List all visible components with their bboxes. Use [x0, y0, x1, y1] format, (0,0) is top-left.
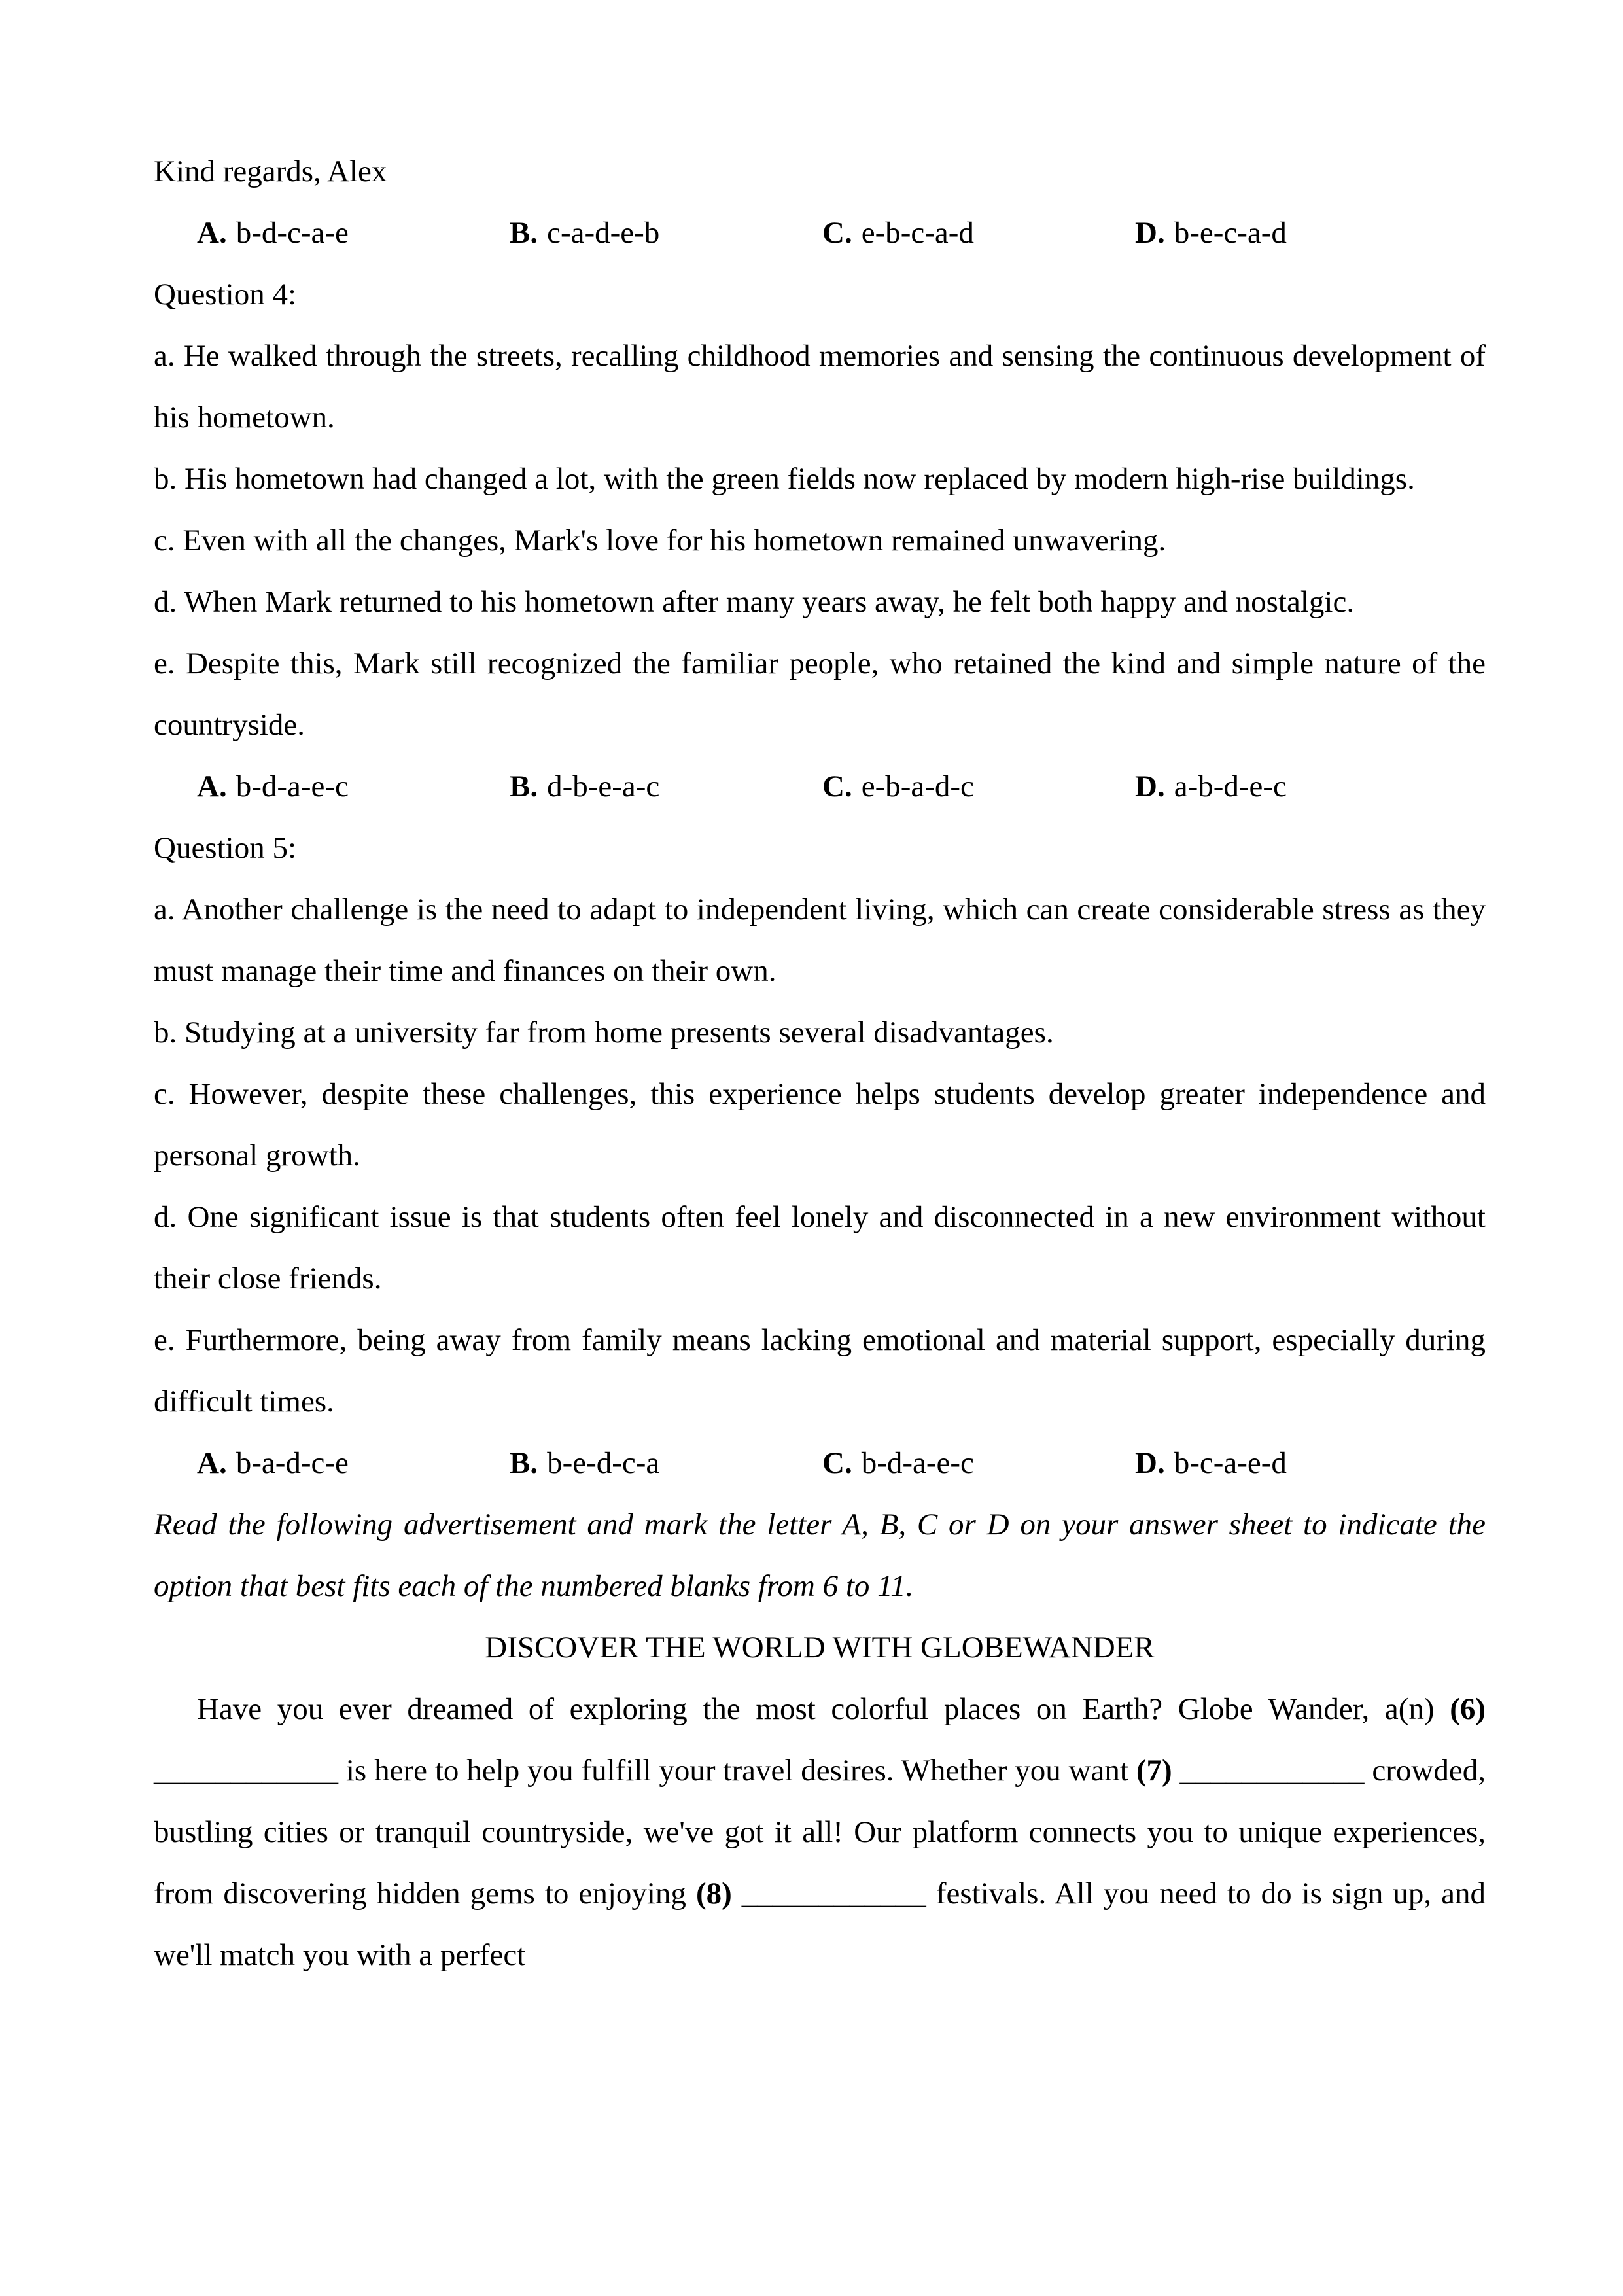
option-value: b-e-d-c-a [547, 1446, 660, 1480]
answer-option-c [822, 1432, 1135, 1494]
option-letter: B. [510, 1446, 538, 1480]
answer-options-row-q3 [154, 202, 1486, 264]
option-value: b-a-d-c-e [236, 1446, 349, 1480]
answer-option-d [1135, 1432, 1287, 1494]
option-value: d-b-e-a-c [547, 769, 660, 804]
question-4-item-b: b. His hometown had changed a lot, with the green fields now replaced by modern high-rise buildings. [154, 462, 1415, 496]
advertisement-title: DISCOVER THE WORLD WITH GLOBEWANDER [485, 1631, 1155, 1665]
option-value: a-b-d-e-c [1174, 769, 1287, 804]
answer-option-d [1135, 756, 1287, 817]
ad-text-segment: ____________ is here to help you fulfill your travel desires. Whether you want [154, 1754, 1136, 1788]
question-5-item-a: a. Another challenge is the need to adapt to independent living, which can create considerable stress as they must manage their time and finances on their own. [154, 892, 1486, 988]
option-letter: A. [197, 769, 227, 804]
section-instruction: Read the following advertisement and mark the letter A, B, C or D on your answer sheet to indicate the option that best fits each of the numbered blanks from 6 to 11. [154, 1508, 1486, 1603]
answer-option-a [197, 202, 510, 264]
option-value: b-d-a-e-c [861, 1446, 974, 1480]
question-5-item-d: d. One significant issue is that students often feel lonely and disconnected in a new environment without their close friends. [154, 1200, 1486, 1296]
answer-option-d [1135, 202, 1287, 264]
option-letter: A. [197, 216, 227, 250]
blank-number-6: (6) [1450, 1692, 1486, 1726]
question-5-item-c: c. However, despite these challenges, this experience helps students develop greater independence and personal growth. [154, 1077, 1486, 1173]
question-4-item-e: e. Despite this, Mark still recognized the familiar people, who retained the kind and simple nature of the countryside. [154, 646, 1486, 742]
question-5-heading: Question 5: [154, 831, 297, 865]
option-value: b-d-a-e-c [236, 769, 349, 804]
ad-text-segment: ____________ festivals. All you need to do is sign up, and we'll match you with a perfect [154, 1877, 1486, 1972]
option-letter: D. [1135, 216, 1165, 250]
option-letter: C. [822, 216, 852, 250]
option-value: e-b-c-a-d [861, 216, 974, 250]
answer-option-b [510, 202, 822, 264]
blank-number-8: (8) [695, 1877, 732, 1911]
option-letter: B. [510, 769, 538, 804]
answer-option-b [510, 756, 822, 817]
answer-option-c [822, 756, 1135, 817]
answer-option-c [822, 202, 1135, 264]
option-value: b-d-c-a-e [236, 216, 349, 250]
option-letter: B. [510, 216, 538, 250]
blank-number-7: (7) [1136, 1754, 1172, 1788]
option-letter: C. [822, 1446, 852, 1480]
question-5-item-b: b. Studying at a university far from home presents several disadvantages. [154, 1016, 1054, 1050]
option-letter: D. [1135, 1446, 1165, 1480]
ad-text-segment: Have you ever dreamed of exploring the most colorful places on Earth? Globe Wander, a(n) [197, 1692, 1450, 1726]
advertisement-paragraph [154, 1678, 1486, 1986]
question-5-item-e: e. Furthermore, being away from family means lacking emotional and material support, especially during difficult times. [154, 1323, 1486, 1419]
question-4-item-d: d. When Mark returned to his hometown after many years away, he felt both happy and nostalgic. [154, 585, 1355, 619]
option-letter: C. [822, 769, 852, 804]
question-4-heading: Question 4: [154, 277, 297, 311]
question-4-item-c: c. Even with all the changes, Mark's love for his hometown remained unwavering. [154, 523, 1166, 557]
answer-option-a [197, 756, 510, 817]
ad-text-segment: ____________ crowded, bustling cities or tranquil countryside, we've got it all! Our platform connects you to unique experiences, from discovering hidden gems to enjoying [154, 1754, 1486, 1911]
option-value: b-c-a-e-d [1174, 1446, 1287, 1480]
answer-options-row-q4 [154, 756, 1486, 817]
option-value: b-e-c-a-d [1174, 216, 1287, 250]
question-4-item-a: a. He walked through the streets, recalling childhood memories and sensing the continuous development of his hometown. [154, 339, 1486, 434]
option-value: e-b-a-d-c [861, 769, 974, 804]
option-letter: A. [197, 1446, 227, 1480]
answer-option-b [510, 1432, 822, 1494]
option-value: c-a-d-e-b [547, 216, 660, 250]
answer-options-row-q5 [154, 1432, 1486, 1494]
closing-line: Kind regards, Alex [154, 154, 387, 188]
answer-option-a [197, 1432, 510, 1494]
option-letter: D. [1135, 769, 1165, 804]
